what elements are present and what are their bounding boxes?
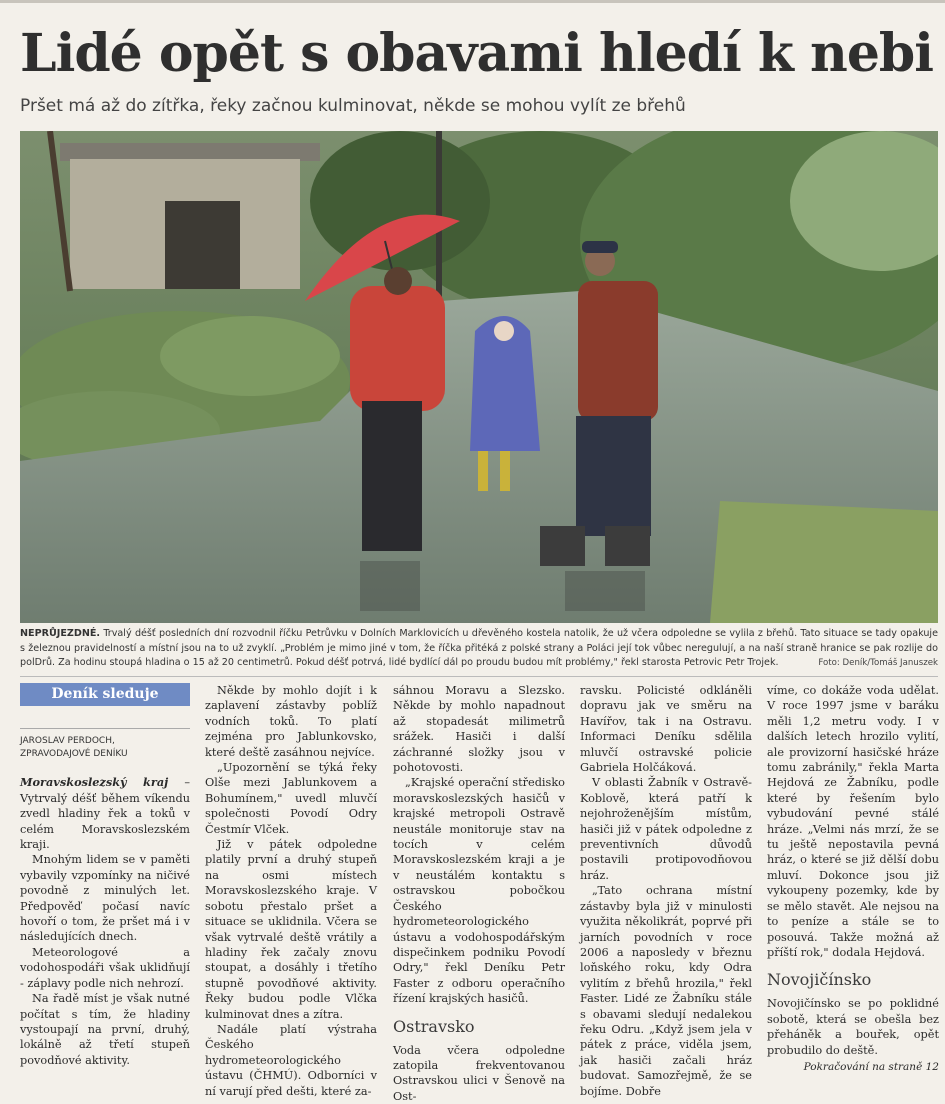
paragraph: „Tato ochrana místní zástavby byla již v minulosti využita několikrát, poprvé při jarních povodních v roce 2006 a naposledy v březnu loňského roku, kdy Odra vylitím z břehů hrozila," řekl Faster. Lidé ze Žabníku stále s obavami sledují nedalekou řeku Odru. „Když jsem jela v pátek z práce, viděla jsem, jak hasiči začali hráz budovat. Samozřejmě, že se bojíme. Dobře xyxy=(580,884,752,1098)
article-headline: Lidé opět s obavami hledí k nebi xyxy=(20,23,934,84)
text-column-4 xyxy=(580,683,752,1099)
caption-lead: NEPRŮJEZDNÉ. xyxy=(20,628,101,639)
caption-text: Trvalý déšť posledních dní rozvodnil říčku Petrůvku v Dolních Marklovicích u dřevěného kostela natolik, že už včera odpoledne se vylila z břehů. Tato situace se tady opakuje s železnou pravidelností a místní jsou na to už zvyklí. „Problém je mimo jiné v tom, že říčka přitéká z polské strany a Poláci její tok vůbec neregulují, a na naší straně hranice se pak rozlije do polDrů. Za hodinu stoupá hladina o 15 až 20 centimetrů. Pokud déšť potrvá, lidé bydlící dál po proudu budou mít problémy," řekl starosta Petrovic Petr Trojek. xyxy=(20,628,938,668)
byline-author: JAROSLAV PERDOCH, xyxy=(20,736,115,747)
paragraph: V oblasti Žabník v Ostravě-Koblově, která patří k nejohroženějším místům, hasiči již v pátek odpoledne z preventivních důvodů postavili protipovodňovou hráz. xyxy=(580,776,752,882)
text-column-2 xyxy=(205,683,377,1099)
paragraph: ravsku. Policisté odkláněli dopravu jak ve směru na Havířov, tak i na Ostravu. Informaci Deníku sdělila mluvčí ostravské policie Gabriela Holčáková. xyxy=(580,684,752,775)
article-photo xyxy=(20,131,938,623)
paragraph: Již v pátek odpoledne platily první a druhý stupeň na osmi místech Moravskoslezského kraje. V sobotu přestalo pršet a situace se uklidnila. Včera se však vytrvalé deště vrátily a hladiny řek začaly znovu stoupat, a dosáhly i třetího stupně povodňové aktivity. Řeky budou podle Vlčka kulminovat dnes a zítra. xyxy=(205,838,377,1021)
section-heading-novojicinsko: Novojičínsko xyxy=(767,970,872,990)
section-heading-ostravsko: Ostravsko xyxy=(393,1016,475,1036)
paragraph: Voda včera odpoledne zatopila frekventovanou Ostravskou ulici v Šenově na Ost- xyxy=(393,1043,565,1103)
paragraph: Nadále platí výstraha Českého hydrometeorologického ústavu (ČHMÚ). Odborníci v ní varují před dešti, které za- xyxy=(205,1022,377,1098)
paragraph: sáhnou Moravu a Slezsko. Někde by mohlo napadnout až stopadesát milimetrů srážek. Hasiči i další záchranné složky jsou v pohotovosti. xyxy=(393,684,565,775)
byline-role: ZPRAVODAJOVÉ DENÍKU xyxy=(20,749,128,760)
paragraph: víme, co dokáže voda udělat. V roce 1997 jsme v baráku měli 1,2 metru vody. I v dalších letech hrozilo vylití, ale provizorní hasičské hráze tomu zabránily," řekla Marta Hejdová ze Žabníku, podle které by řešením bylo vybudování pevné stálé hráze. „Velmi nás mrzí, že se tu ještě nepostavila pevná hráz, o které se již dělší dobu mluví. Dokonce jsou již vykoupeny pozemky, kde by se mělo stavět. Ale nejsou na to peníze a stále se to posouvá. Takže možná až příští rok," dodala Hejdová. xyxy=(767,684,939,959)
paragraph: Mnohým lidem se v paměti vybavily vzpomínky na ničivé povodně z minulých let. Předpověď počasí navíc hovoří o tom, že pršet má i v následujících dnech. xyxy=(20,853,190,944)
flood-photo-illustration xyxy=(20,131,938,623)
continued-on-page[interactable]: Pokračování na straně 12 xyxy=(803,1060,939,1073)
photo-credit: Foto: Deník/Tomáš Januszek xyxy=(818,658,938,668)
article-subheadline: Pršet má až do zítřka, řeky začnou kulminovat, někde se mohou vylít ze břehů xyxy=(20,96,686,116)
paragraph: „Krajské operační středisko moravskoslezských hasičů v krajské metropoli Ostravě neustále monitoruje stav na tocích v celém Moravskoslezském kraji a je v neustálém kontaktu s ostravskou pobočkou Českého hydrometeorologického ústavu a vodohospodářským dispečinkem podniku Povodí Odry," řekl Deníku Petr Faster z odboru operačního řízení krajských hasičů. xyxy=(393,776,565,1006)
paragraph: „Upozornění se týká řeky Olše mezi Jablunkovem a Bohumínem," uvedl mluvčí společnosti Povodí Odry Čestmír Vlček. xyxy=(205,761,377,836)
paragraph: Meteorologové a vodohospodáři však uklidňují - záplavy podle nich nehrozí. xyxy=(20,945,190,990)
paragraph: Novojičínsko se po poklidné sobotě, která se obešla bez přeháněk a bouřek, opět probudilo do deště. xyxy=(767,997,939,1057)
text-column-5 xyxy=(767,683,939,1075)
paragraph: Někde by mohlo dojít i k zaplavení zástavby poblíž vodních toků. To platí zejména pro Jablunkovsko, které deště zasáhnou nejvíce. xyxy=(205,684,377,759)
paragraph: Moravskoslezský kraj – Vytrvalý déšť během víkendu zvedl hladiny řek a toků v celém Moravskoslezském kraji. xyxy=(20,775,190,852)
top-rule xyxy=(0,0,945,3)
text-column-3 xyxy=(393,683,565,1104)
section-divider xyxy=(20,676,938,677)
byline xyxy=(20,728,190,761)
photo-caption xyxy=(20,627,938,671)
dateline: Moravskoslezský kraj xyxy=(20,775,169,790)
denik-sleduje-badge: Deník sleduje xyxy=(20,683,190,706)
paragraph: Na řadě míst je však nutné počítat s tím, že hladiny vystoupají na první, druhý, lokálně až třetí stupeň povodňové aktivity. xyxy=(20,992,190,1067)
text-column-1 xyxy=(20,683,190,1068)
